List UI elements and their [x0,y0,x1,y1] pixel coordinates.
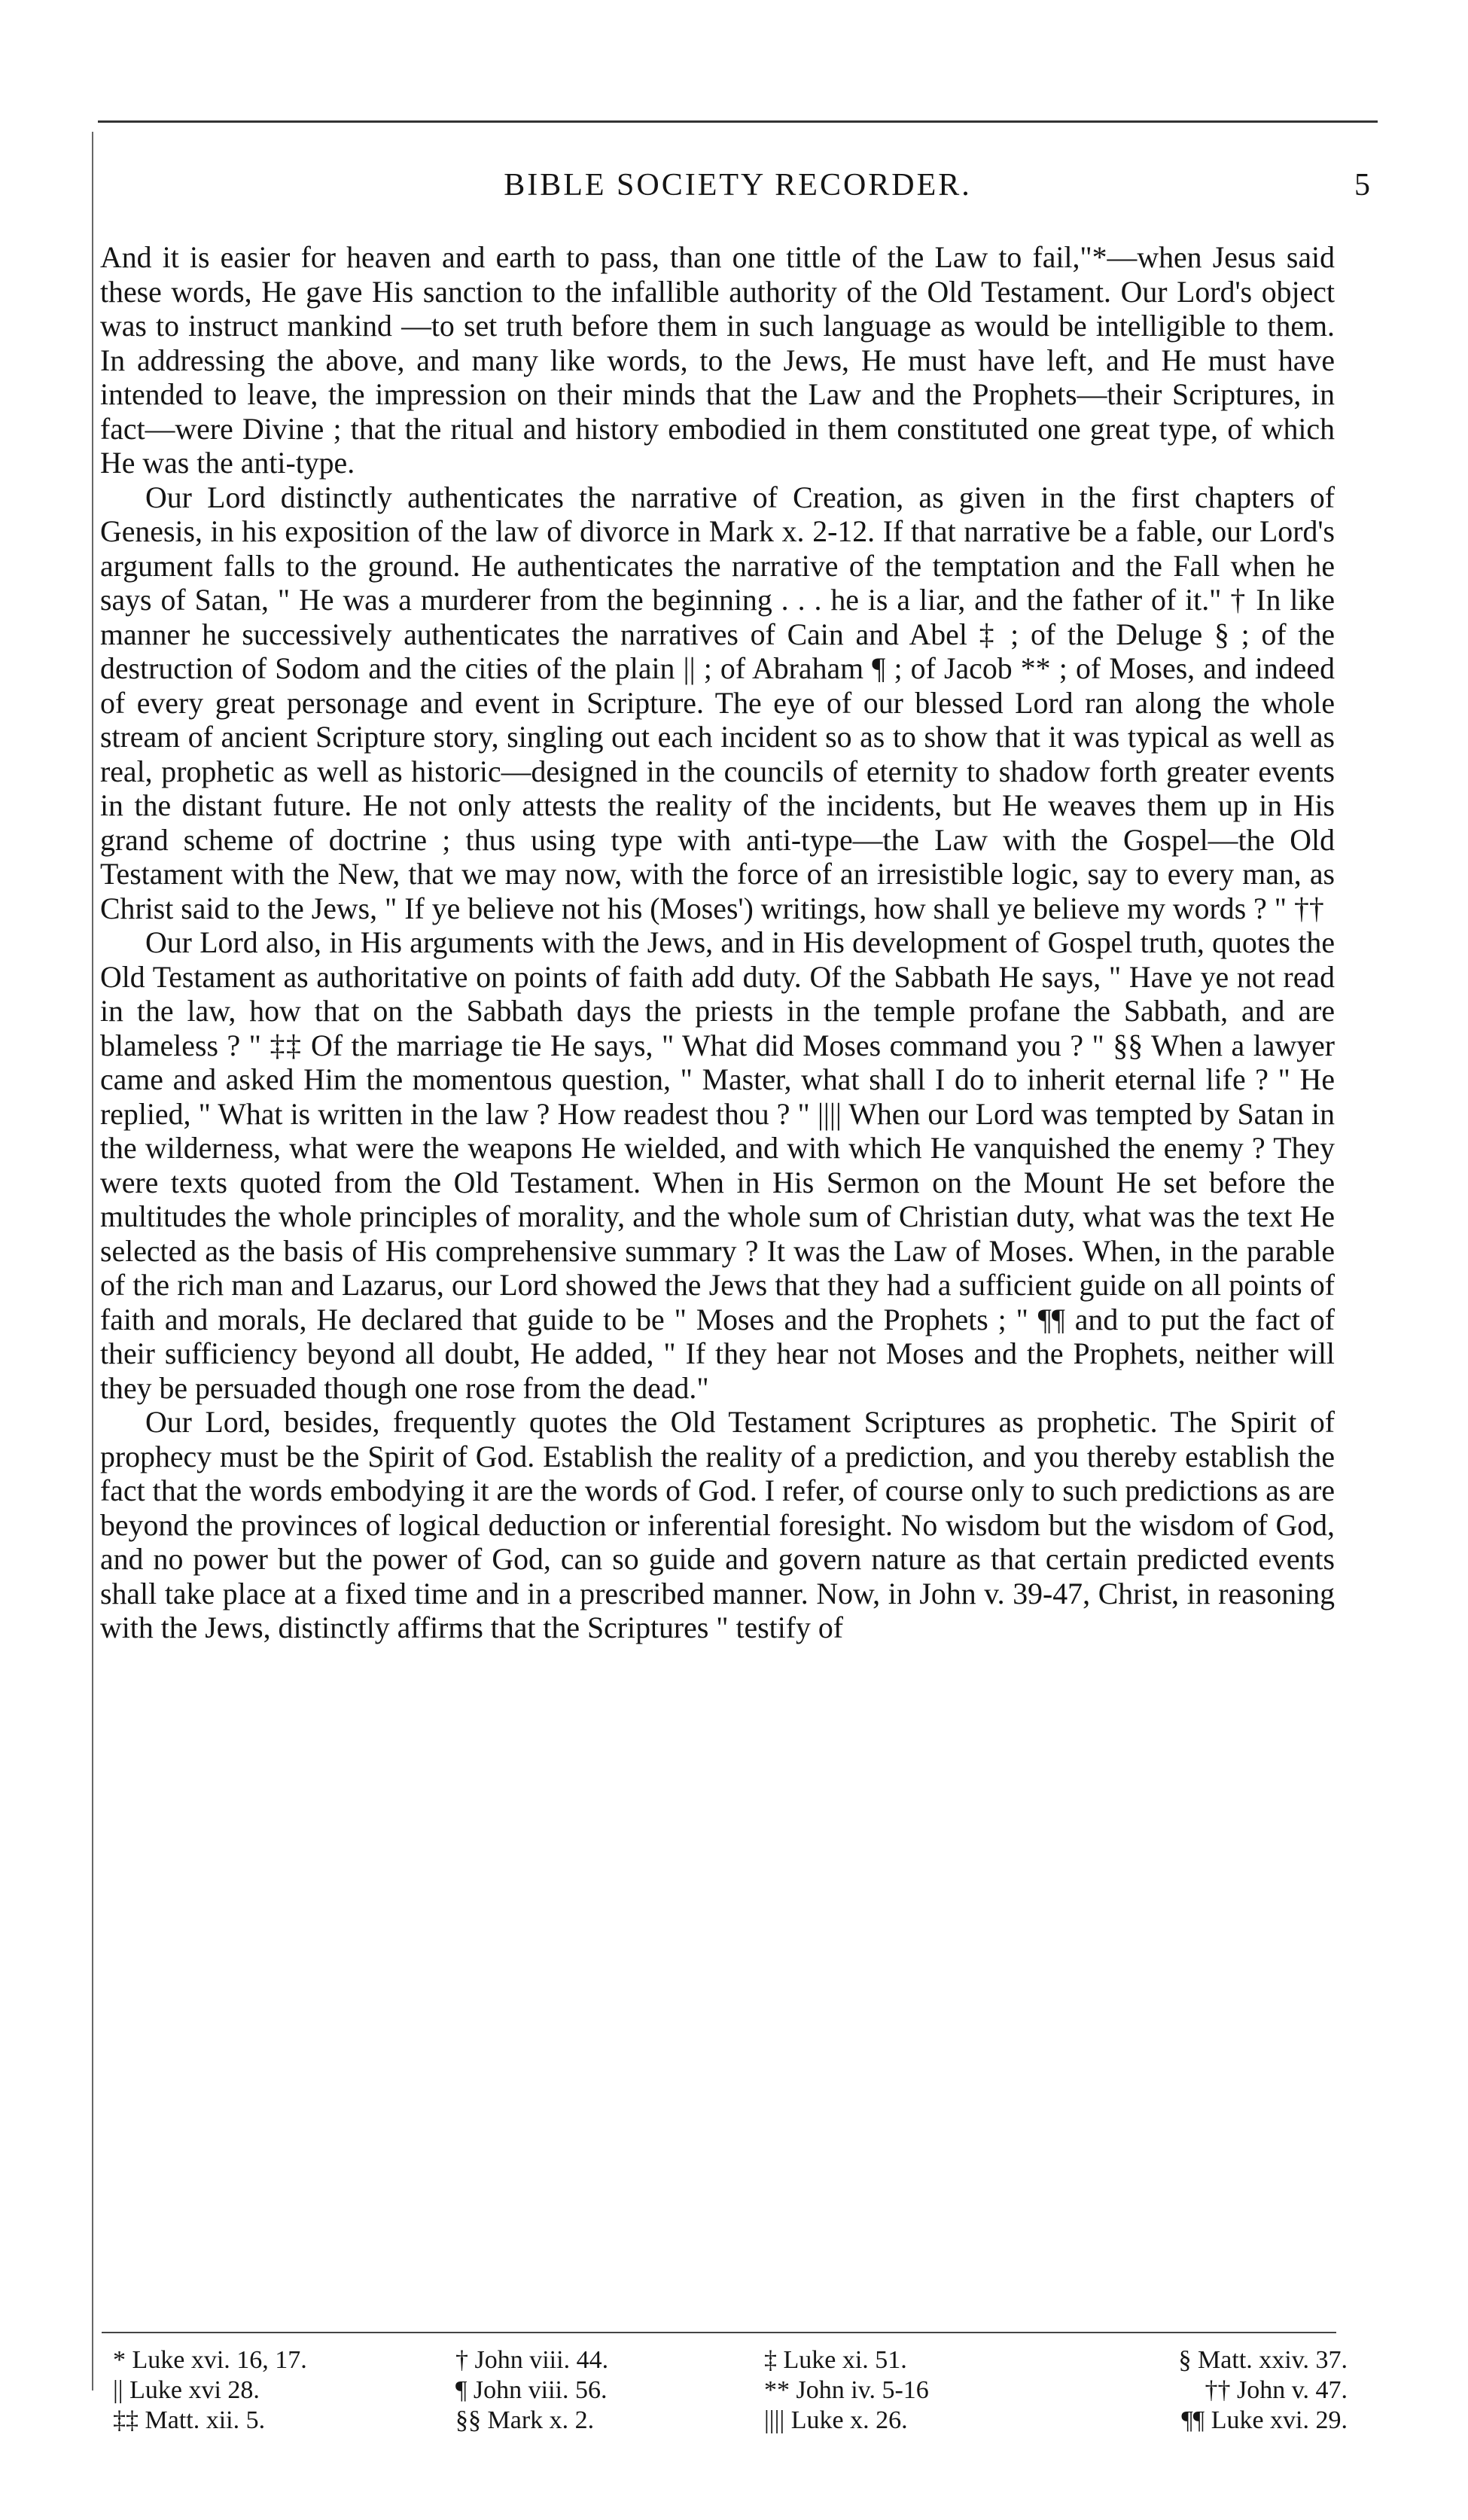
running-title: BIBLE SOCIETY RECORDER. [504,168,972,203]
footnote-row [113,2375,1348,2406]
page-number: 5 [1354,168,1370,203]
footnote: |||| Luke x. 26. [764,2406,908,2434]
footnote: ‡ Luke xi. 51. [764,2346,907,2374]
footnote: §§ Mark x. 2. [455,2406,595,2434]
footnote: || Luke xvi 28. [113,2376,260,2404]
top-rule [98,120,1378,123]
body-text [100,241,1335,1646]
paragraph: Our Lord distinctly authenticates the narrative of Creation, as given in the first chapters of Genesis, in his exposition of the law of divorce in Mark x. 2-12. If that narrative be a fable, our Lord's argument falls to the ground. He authenticates the narrative of the temptation and the Fall when he says of Satan, " He was a murderer from the beginning . . . he is a liar, and the father of it." † In like manner he successively authenticates the narratives of Cain and Abel ‡ ; of the Deluge § ; of the destruction of Sodom and the cities of the plain || ; of Abraham ¶ ; of Jacob ** ; of Moses, and indeed of every great personage and event in Scripture. The eye of our blessed Lord ran along the whole stream of ancient Scripture story, singling out each incident so as to show that it was typical as well as real, prophetic as well as historic—designed in the councils of eternity to shadow forth greater events in the distant future. He not only attests the reality of the incidents, but He weaves them up in His grand scheme of doctrine ; thus using type with anti-type—the Law with the Gospel—the Old Testament with the New, that we may now, with the force of an irresistible logic, say to every man, as Christ said to the Jews, " If ye believe not his (Moses') writings, how shall ye believe my words ? " †† [100,480,1335,925]
footnote: ¶¶ Luke xvi. 29. [1181,2406,1348,2434]
footnotes [113,2345,1348,2436]
footnote: ** John iv. 5-16 [764,2376,929,2404]
footnote: ¶ John viii. 56. [455,2376,608,2404]
footnote-row [113,2406,1348,2436]
footnote: ‡‡ Matt. xii. 5. [113,2406,266,2434]
footnote-row [113,2345,1348,2375]
paragraph: Our Lord, besides, frequently quotes the Old Testament Scriptures as prophetic. The Spirit of prophecy must be the Spirit of God. Establish the reality of a prediction, and you thereby establish the fact that the words embodying it are the words of God. I refer, of course only to such predictions as are beyond the provinces of logical deduction or inferential foresight. No wisdom but the wisdom of God, and no power but the power of God, can so guide and govern nature as that certain predicted events shall take place at a fixed time and in a prescribed manner. Now, in John v. 39-47, Christ, in reasoning with the Jews, distinctly affirms that the Scriptures " testify of [100,1406,1335,1644]
footnote: § Matt. xxiv. 37. [1178,2346,1348,2374]
paragraph: Our Lord also, in His arguments with the Jews, and in His development of Gospel truth, quotes the Old Testament as authoritative on points of faith add duty. Of the Sabbath He says, " Have ye not read in the law, how that on the Sabbath days the priests in the temple profane the Sabbath, and are blameless ? " ‡‡ Of the marriage tie He says, " What did Moses command you ? " §§ When a lawyer came and asked Him the momentous question, " Master, what shall I do to inherit eternal life ? " He replied, " What is written in the law ? How readest thou ? " |||| When our Lord was tempted by Satan in the wilderness, what were the weapons He wielded, and with which He vanquished the enemy ? They were texts quoted from the Old Testament. When in His Sermon on the Mount He set before the multitudes the whole principles of morality, and the whole sum of Christian duty, what was the text He selected as the basis of His comprehensive summary ? It was the Law of Moses. When, in the parable of the rich man and Lazarus, our Lord showed the Jews that they had a sufficient guide on all points of faith and morals, He declared that guide to be " Moses and the Prophets ; " ¶¶ and to put the fact of their sufficiency beyond all doubt, He added, " If they hear not Moses and the Prophets, neither will they be persuaded though one rose from the dead." [100,926,1335,1405]
footnote: †† John v. 47. [1205,2376,1348,2404]
paragraph: And it is easier for heaven and earth to pass, than one tittle of the Law to fail,"*—when Jesus said these words, He gave His sanction to the infallible authority of the Old Testament. Our Lord's object was to instruct mankind —to set truth before them in such language as would be intelligible to them. In addressing the above, and many like words, to the Jews, He must have left, and He must have intended to leave, the impression on their minds that the Law and the Prophets—their Scriptures, in fact—were Divine ; that the ritual and history embodied in them constituted one great type, of which He was the anti-type. [100,241,1335,480]
page-edge [92,132,93,2390]
page-header [98,167,1378,212]
footnote: † John viii. 44. [455,2346,609,2374]
footnote: * Luke xvi. 16, 17. [113,2346,307,2374]
footnote-rule [102,2332,1336,2333]
